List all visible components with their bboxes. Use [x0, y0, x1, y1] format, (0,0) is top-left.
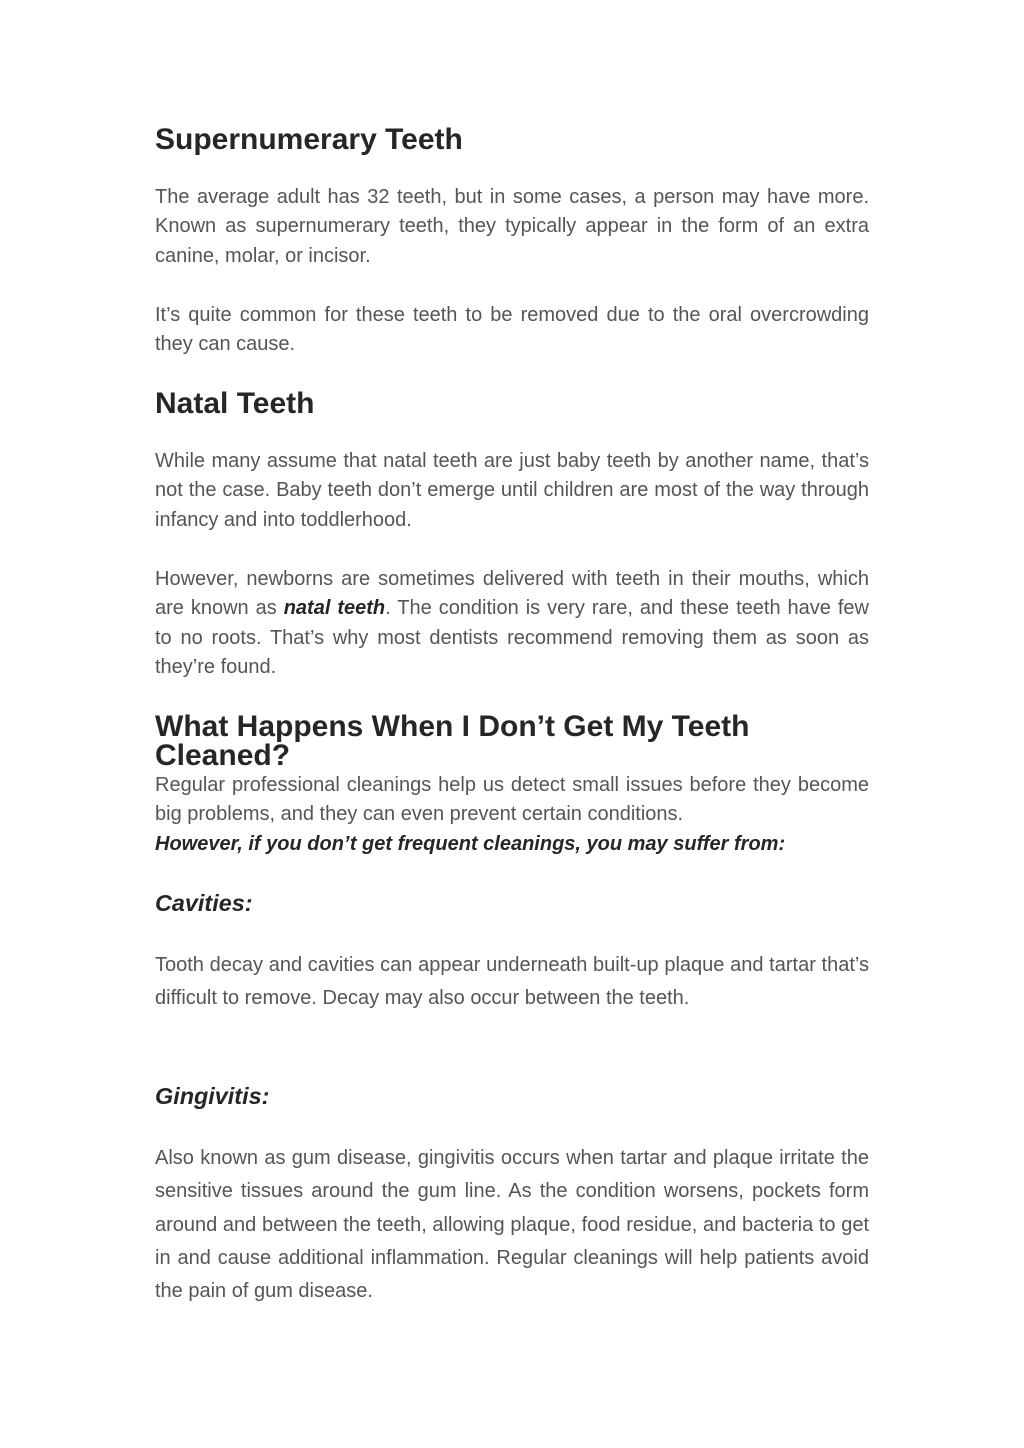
- paragraph-natal-2-text-before: However, newborns are sometimes delivered with teeth in their mouths, which are known as: [155, 568, 869, 620]
- paragraph-gingivitis: Also known as gum disease, gingivitis occurs when tartar and plaque irritate the sensitive tissues around the gum line. As the condition worsens, pockets form around and between the teeth, allowing plaque, food residue, and bacteria to get in and cause additional inflammation. Regular cleanings will help patients avoid the pain of gum disease.: [155, 1147, 869, 1303]
- heading-cavities: Cavities:: [155, 890, 253, 916]
- paragraph-natal-2: [155, 565, 869, 683]
- heading-teeth-cleaning: What Happens When I Don’t Get My Teeth Cleaned?: [155, 710, 750, 772]
- paragraph-cleaning: [155, 771, 869, 859]
- paragraph-supernumerary-2: It’s quite common for these teeth to be removed due to the oral overcrowding they can cause.: [155, 304, 869, 356]
- natal-teeth-emphasis: natal teeth: [283, 597, 386, 620]
- paragraph-natal-1: While many assume that natal teeth are just baby teeth by another name, that’s not the case. Baby teeth don’t emerge until children are most of the way through infancy and into toddlerhood.: [155, 450, 869, 531]
- paragraph-cleaning-text: Regular professional cleanings help us detect small issues before they become big problems, and they can even prevent certain conditions.: [155, 774, 869, 826]
- paragraph-supernumerary-1: The average adult has 32 teeth, but in some cases, a person may have more. Known as supernumerary teeth, they typically appear in the form of an extra canine, molar, or incisor.: [155, 186, 869, 267]
- paragraph-natal-2-text-after: . The condition is very rare, and these teeth have few to no roots. That’s why most dentists recommend removing them as soon as they’re found.: [155, 597, 869, 679]
- heading-supernumerary-teeth: Supernumerary Teeth: [155, 123, 463, 156]
- paragraph-cavities: Tooth decay and cavities can appear underneath built-up plaque and tartar that’s difficult to remove. Decay may also occur between the teeth.: [155, 954, 869, 1010]
- heading-gingivitis: Gingivitis:: [155, 1083, 270, 1109]
- paragraph-cleaning-emphasis: However, if you don’t get frequent cleanings, you may suffer from:: [155, 832, 786, 855]
- heading-natal-teeth: Natal Teeth: [155, 387, 315, 420]
